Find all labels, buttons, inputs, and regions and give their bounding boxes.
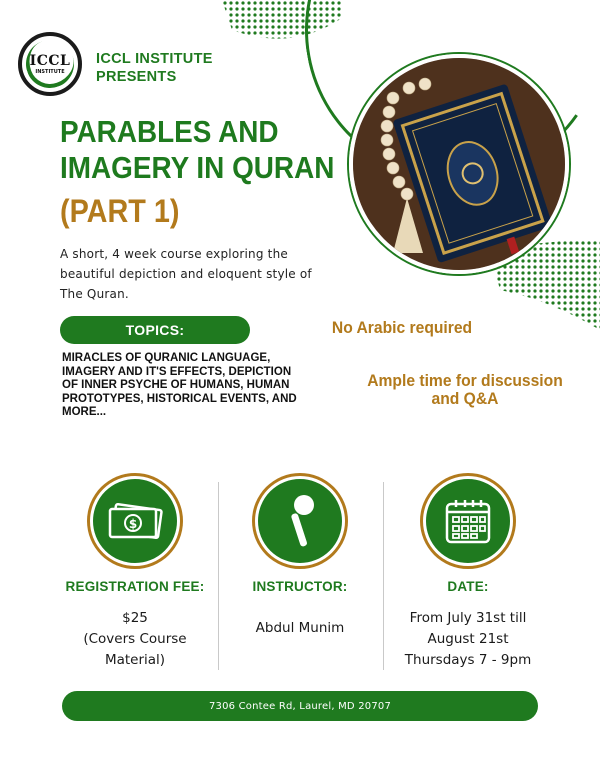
money-icon: [90, 476, 180, 566]
date-range-start: From July 31st till: [409, 610, 527, 626]
no-arabic-note: No Arabic required: [331, 318, 473, 337]
date-column: [383, 476, 553, 671]
svg-text:$: $: [128, 517, 138, 531]
logo-subtext: INSTITUTE: [35, 68, 65, 75]
discussion-note: Ample time for discussion and Q&A: [367, 371, 563, 408]
topics-list: MIRACLES OF QURANIC LANGUAGE, IMAGERY AND IT'S EFFECTS, DEPICTION OF INNER PSYCHE OF HUMANS, HUMAN PROTOTYPES, HISTORICAL EVENTS, AND MORE...: [62, 352, 297, 418]
topics-label: TOPICS:: [60, 316, 250, 344]
logo-text: ICCL: [29, 52, 71, 69]
date-value: [383, 608, 553, 671]
course-description: A short, 4 week course exploring the beautiful depiction and eloquent style of The Quran.: [60, 247, 312, 301]
fee-note: (Covers Course Material): [83, 631, 187, 668]
fee-label: REGISTRATION FEE:: [65, 579, 205, 594]
address-bar: 7306 Contee Rd, Laurel, MD 20707: [62, 691, 538, 721]
date-label: DATE:: [447, 579, 489, 594]
crescent-icon: [19, 33, 81, 95]
fee-value: [50, 608, 220, 671]
microphone-icon: [255, 476, 345, 566]
quran-photo: [349, 54, 569, 274]
course-title: PARABLES AND IMAGERY IN QURAN: [60, 114, 335, 185]
calendar-icon: [423, 476, 513, 566]
presents-heading: ICCL INSTITUTE PRESENTS: [96, 51, 213, 85]
instructor-value: Abdul Munim: [255, 620, 345, 636]
date-range-end: August 21st: [427, 631, 509, 647]
instructor-column: [215, 476, 385, 639]
instructor-label: INSTRUCTOR:: [252, 579, 348, 594]
fee-column: [50, 476, 220, 671]
iccl-logo: [18, 32, 82, 96]
course-part: (PART 1): [60, 193, 180, 229]
date-time: Thursdays 7 - 9pm: [404, 652, 532, 668]
fee-amount: $25: [122, 610, 148, 626]
